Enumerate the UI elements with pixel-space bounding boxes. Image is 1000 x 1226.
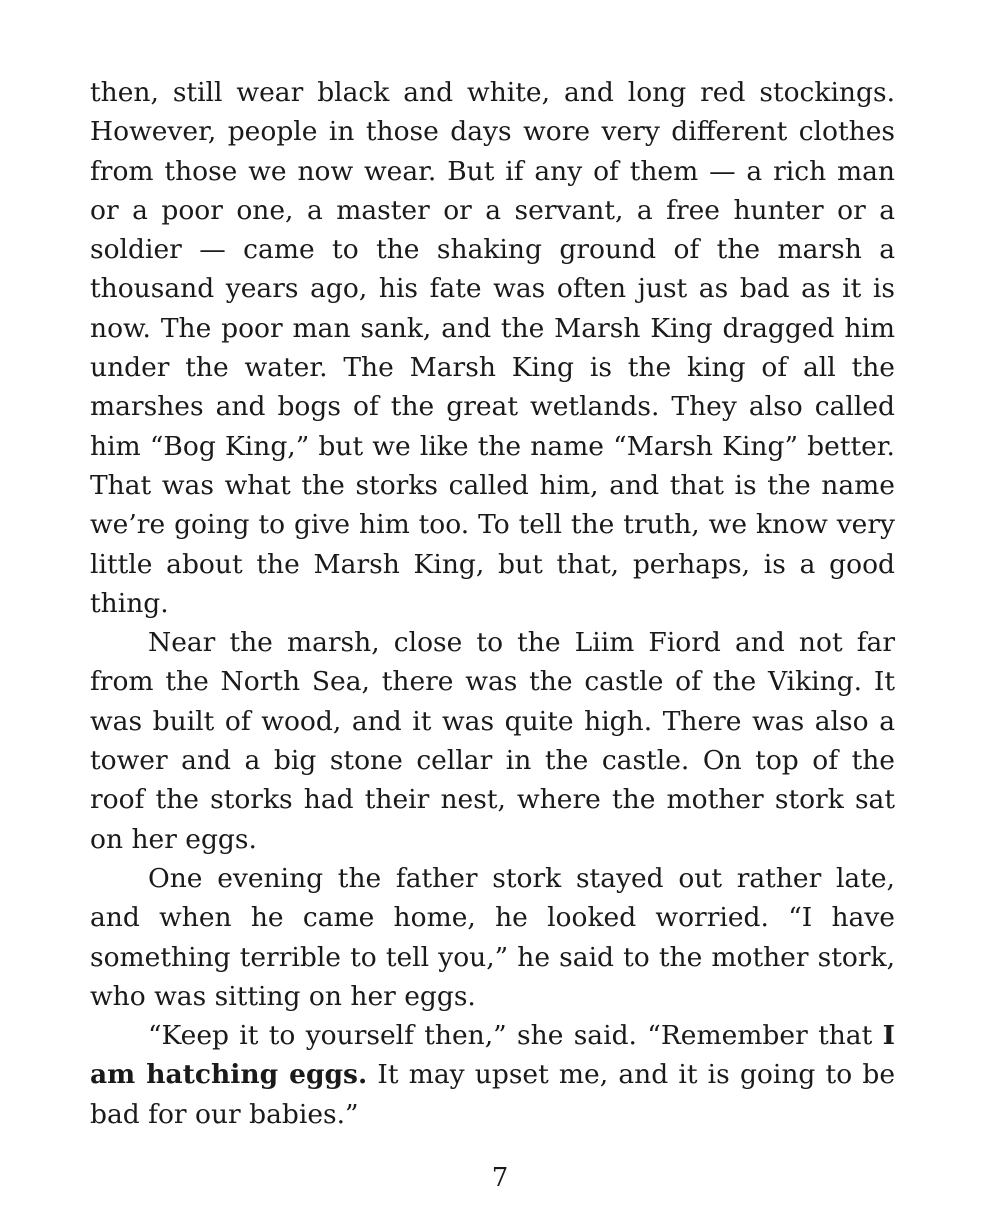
- paragraph-father-stork: One evening the father stork stayed out rather late, and when he came home, he looked worried. “I have something terrible to tell you,” he said to the mother stork, who was sitting on her eggs.: [90, 862, 895, 1012]
- paragraph-marsh-king: then, still wear black and white, and long red stockings. However, people in those days wore very different clothes from those we now wear. But if any of them — a rich man or a poor one, a master or a servant, a free hunter or a soldier — came to the shaking ground of the marsh a thousand years ago, his fate was often just as bad as it is now. The poor man sank, and the Marsh King dragged him under the water. The Marsh King is the king of all the marshes and bogs of the great wetlands. They also called him “Bog King,” but we like the name “Marsh King” better. That was what the storks called him, and that is the name we’re going to give him too. To tell the truth, we know very little about the Marsh King, but that, perhaps, is a good thing.: [90, 77, 895, 619]
- bold-phrase: I am hatching eggs.: [90, 1020, 895, 1091]
- paragraph-mother-stork: [90, 1016, 895, 1134]
- page-number: 7: [491, 1163, 509, 1193]
- page-body: [90, 73, 895, 1134]
- paragraph-viking-castle: Near the marsh, close to the Liim Fiord and not far from the North Sea, there was the castle of the Viking. It was built of wood, and it was quite high. There was also a tower and a big stone cellar in the castle. On top of the roof the storks had their nest, where the mother stork sat on her eggs.: [90, 627, 895, 855]
- paragraph-text-after: It may upset me, and it is going to be bad for our babies.”: [90, 1059, 895, 1130]
- paragraph-text-before: “Keep it to yourself then,” she said. “Remember that: [148, 1020, 883, 1052]
